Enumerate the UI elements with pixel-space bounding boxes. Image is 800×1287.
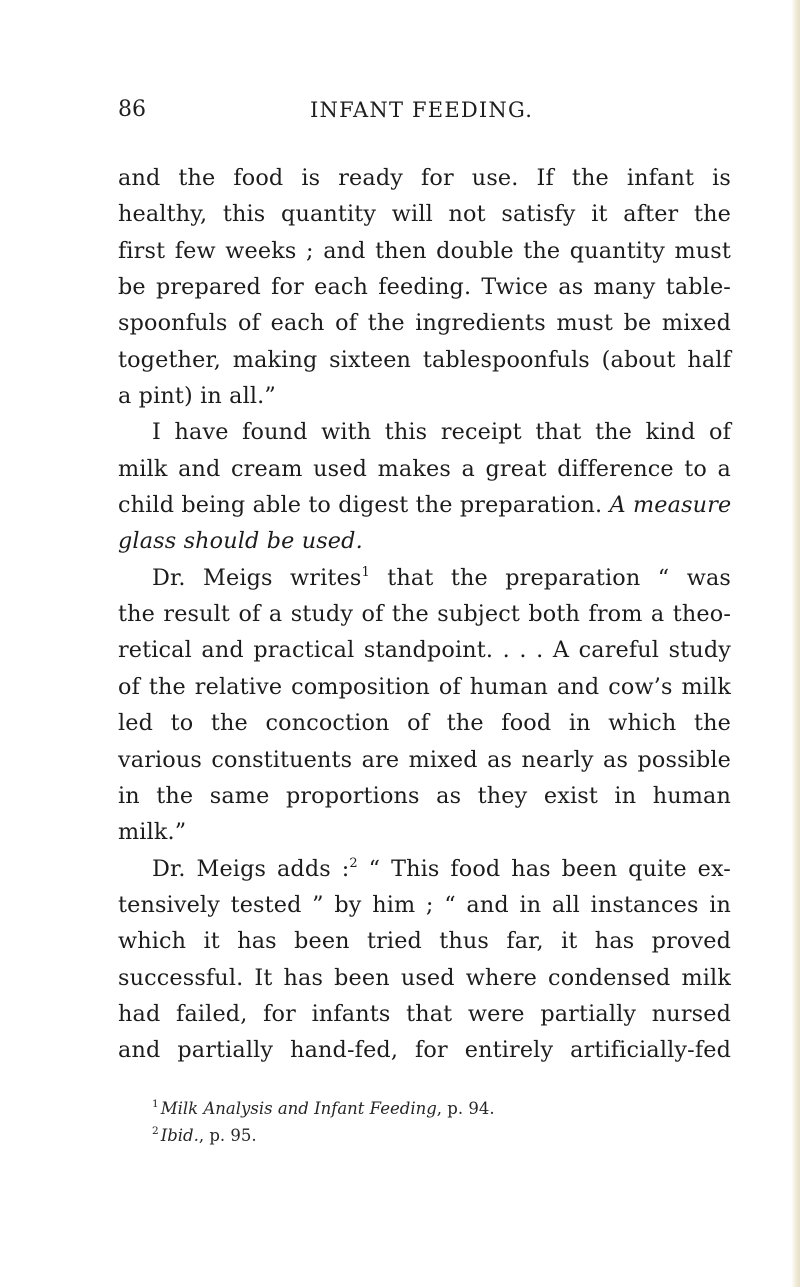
footnote-page: , p. 95. xyxy=(198,1126,257,1145)
text-line xyxy=(118,560,731,596)
text-line: a pint) in all.” xyxy=(118,383,276,410)
text-run: Dr. Meigs writes xyxy=(152,564,362,591)
footnote-source-title: Milk Analysis and Infant Feeding xyxy=(160,1099,437,1118)
text-line: milk.” xyxy=(118,819,187,846)
text-line: various constituents are mixed as nearly as possible xyxy=(118,746,731,773)
text-line: successful. It has been used where condensed milk xyxy=(118,964,731,991)
paragraph-2 xyxy=(118,414,731,559)
paragraph-3 xyxy=(118,560,731,851)
footnote-page: , p. 94. xyxy=(436,1099,495,1118)
footnote-reference: 1 xyxy=(361,564,370,580)
text-line: and partially hand-fed, for entirely artificially-fed xyxy=(118,1037,731,1064)
running-head xyxy=(118,94,731,126)
text-line: healthy, this quantity will not satisfy it after the xyxy=(118,201,731,228)
text-line: and the food is ready for use. If the infant is xyxy=(118,165,731,191)
paragraph-4 xyxy=(118,851,731,1069)
text-line: milk and cream used makes a great difference to a xyxy=(118,455,731,482)
footnote-mark: 1 xyxy=(152,1098,159,1110)
text-line: spoonfuls of each of the ingredients must be mixed xyxy=(118,310,731,337)
text-line: tensively tested ” by him ; “ and in all instances in xyxy=(118,891,731,918)
text-line: be prepared for each feeding. Twice as many table- xyxy=(118,274,731,301)
text-line: led to the concoction of the food in which the xyxy=(118,710,731,737)
footnote-mark: 2 xyxy=(152,1125,159,1137)
text-line: together, making sixteen tablespoonfuls (about half xyxy=(118,346,731,373)
text-line: I have found with this receipt that the kind of xyxy=(152,419,731,446)
text-line: the result of a study of the subject both from a theo- xyxy=(118,601,731,628)
paragraph-1 xyxy=(118,160,731,414)
footnotes xyxy=(118,1095,731,1149)
text-line: which it has been tried thus far, it has proved xyxy=(118,928,731,955)
text-line: of the relative composition of human and cow’s milk xyxy=(118,673,731,700)
text-line: in the same proportions as they exist in human xyxy=(118,782,731,809)
footnote-2 xyxy=(118,1122,731,1149)
text-run: Dr. Meigs adds : xyxy=(152,855,350,882)
text-line xyxy=(118,851,731,887)
text-run: that the preparation “ was xyxy=(369,564,732,591)
page-number: 86 xyxy=(118,97,146,122)
footnote-1 xyxy=(118,1095,731,1122)
text-line xyxy=(118,487,731,523)
text-line: first few weeks ; and then double the quantity must xyxy=(118,237,731,264)
italic-text: A measure xyxy=(609,492,732,519)
page-header-title: INFANT FEEDING. xyxy=(310,98,534,122)
italic-text-line: glass should be used. xyxy=(118,528,363,555)
text-run: “ This food has been quite ex- xyxy=(357,855,731,882)
text-line: retical and practical standpoint. . . . A careful study xyxy=(118,637,731,664)
text-line: had failed, for infants that were partially nursed xyxy=(118,1000,731,1027)
text-run: child being able to digest the preparation. xyxy=(118,492,603,519)
page-edge xyxy=(791,0,800,1287)
footnote-reference: 2 xyxy=(349,855,358,871)
footnote-source-title: Ibid. xyxy=(160,1126,199,1145)
body-text xyxy=(118,160,731,1069)
